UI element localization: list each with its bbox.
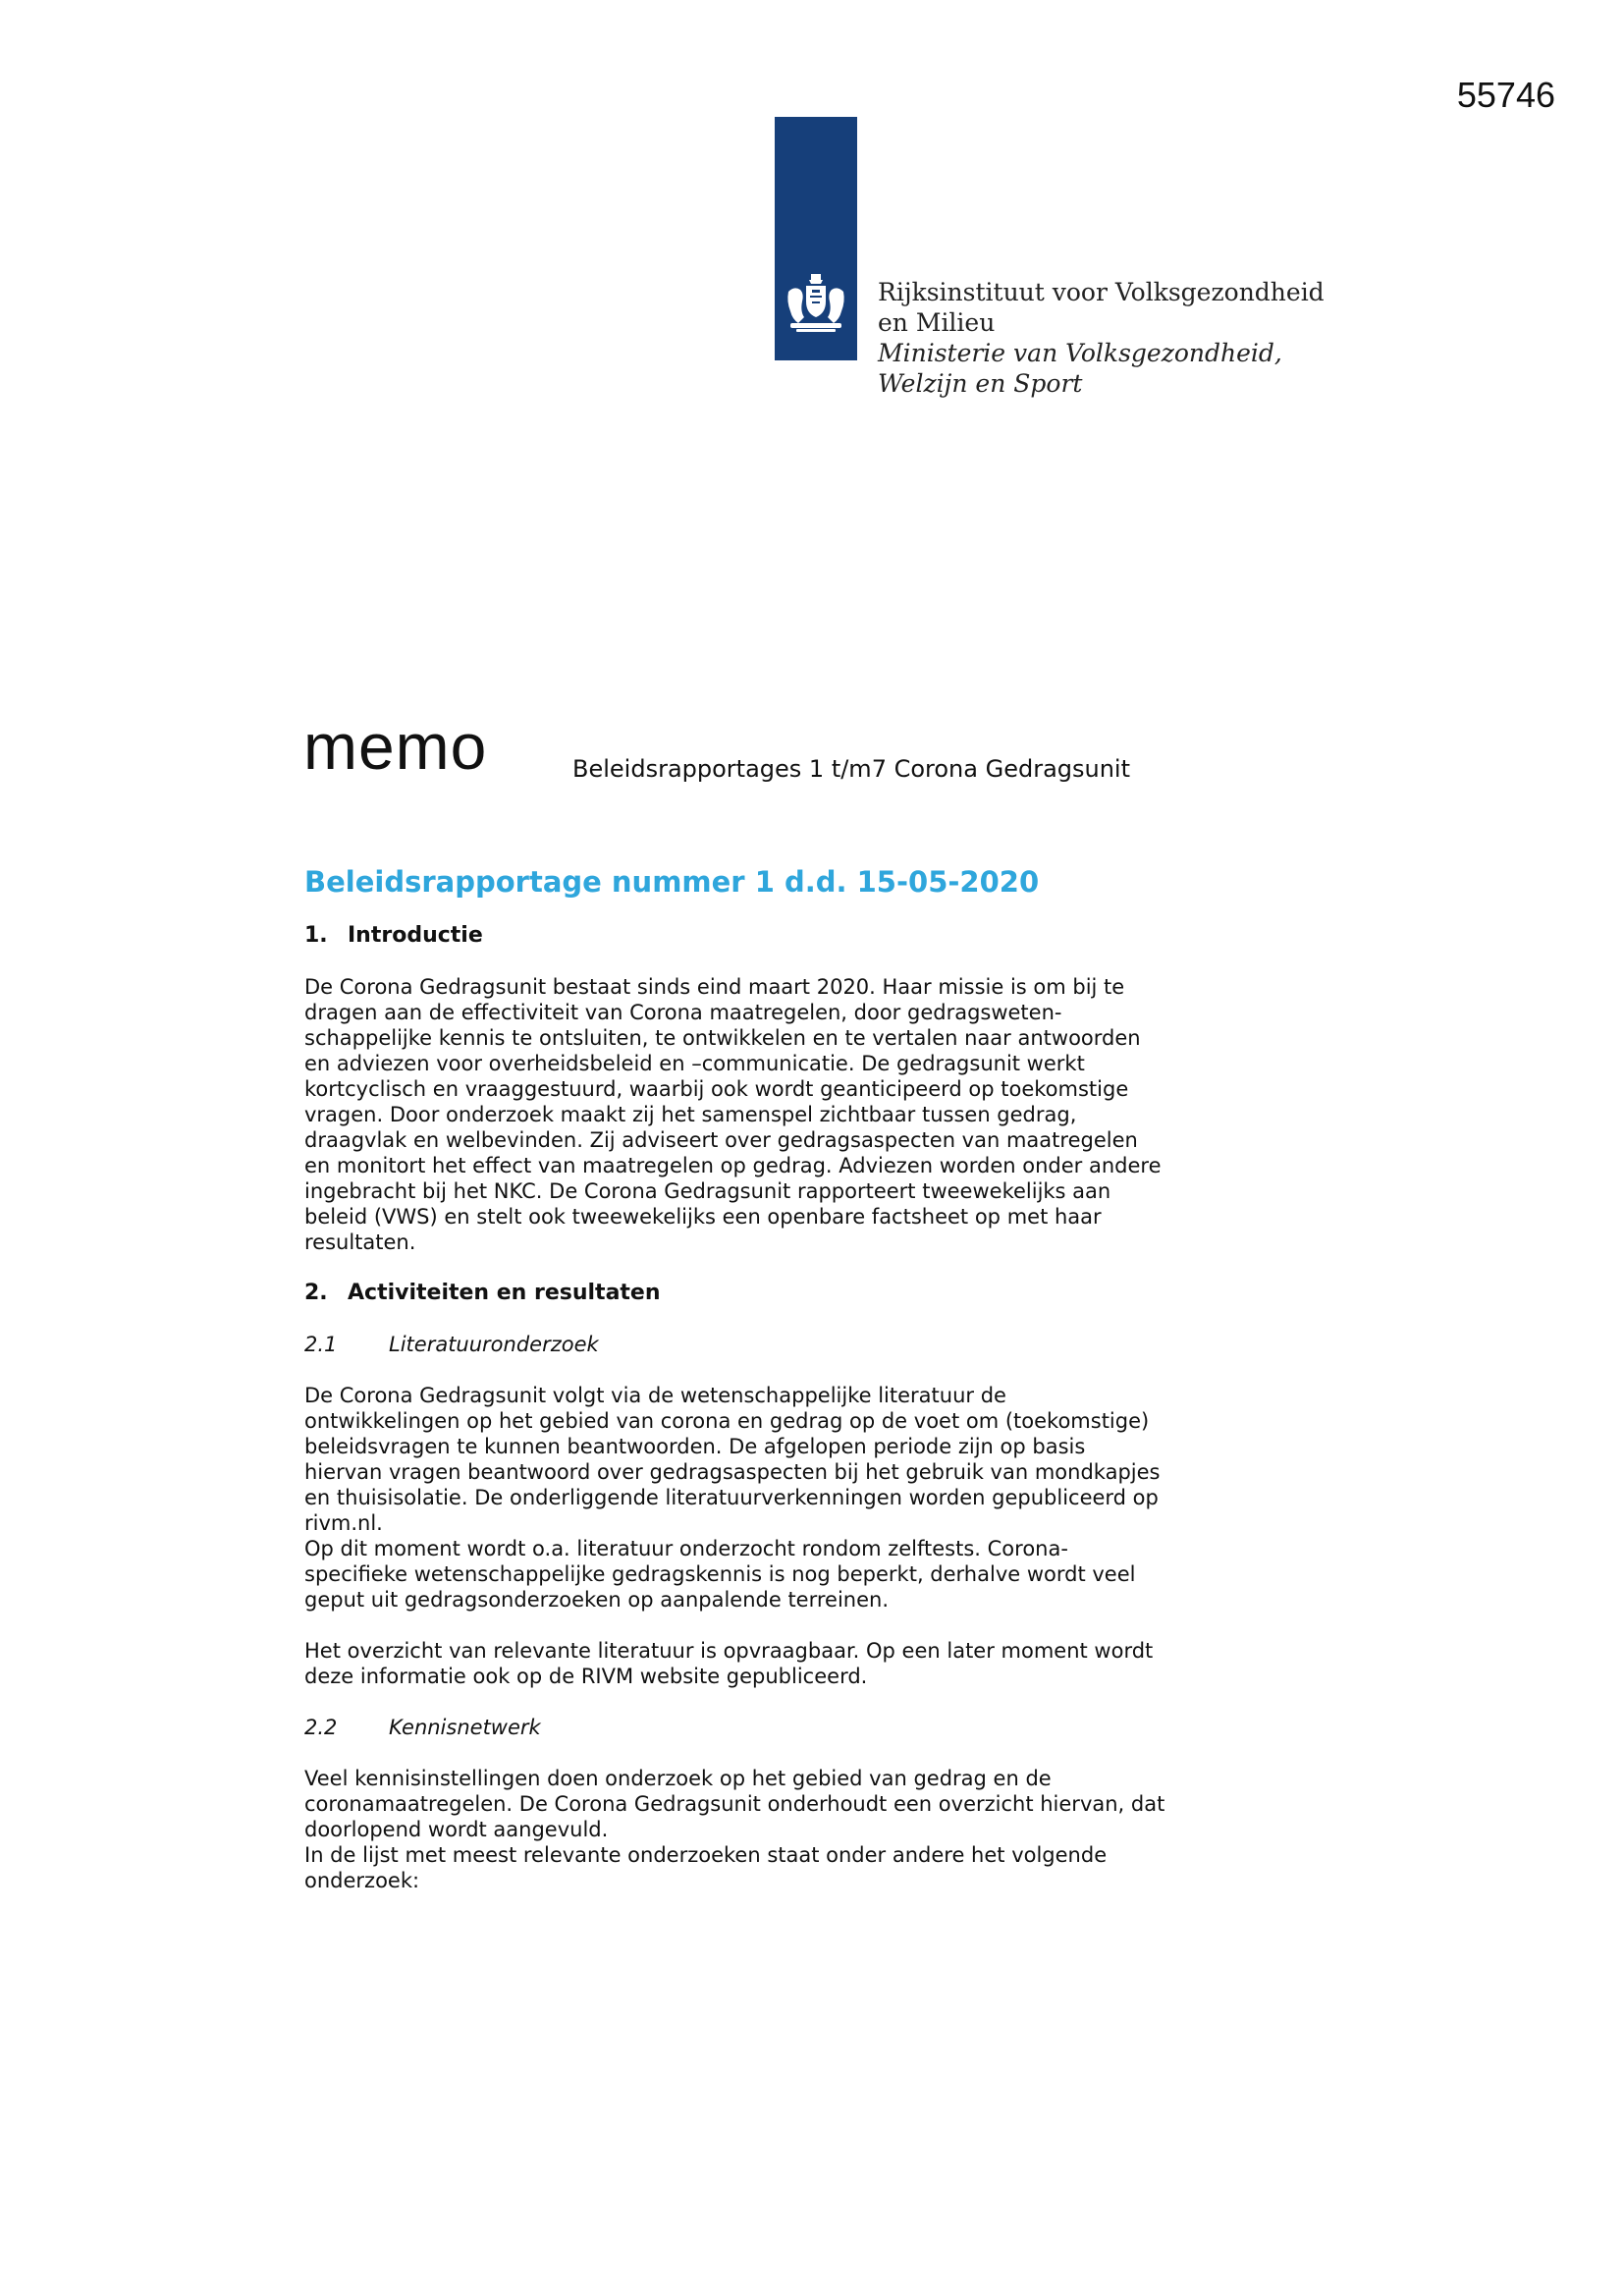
section-activiteiten-heading	[304, 1281, 1208, 1306]
subsection-title: Literatuuronderzoek	[389, 1333, 599, 1356]
rijksoverheid-logo-bar	[775, 117, 857, 360]
text-line: vragen. Door onderzoek maakt zij het samenspel zichtbaar tussen gedrag,	[304, 1103, 1077, 1126]
text-line: onderzoek:	[304, 1869, 420, 1892]
text-line: De Corona Gedragsunit volgt via de wetenschappelijke literatuur de	[304, 1384, 1006, 1407]
subsection-literatuuronderzoek-heading	[304, 1332, 1208, 1357]
text-line: rivm.nl.	[304, 1511, 383, 1535]
text-line: kortcyclisch en vraaggestuurd, waarbij ook wordt geanticipeerd op toekomstige	[304, 1077, 1129, 1101]
subsection-kennisnetwerk-heading	[304, 1715, 1208, 1740]
section-title: Activiteiten en resultaten	[348, 1281, 661, 1305]
text-line: In de lijst met meest relevante onderzoeken staat onder andere het volgende	[304, 1843, 1108, 1867]
network-paragraph-2	[304, 1842, 1208, 1893]
text-line: dragen aan de effectiviteit van Corona maatregelen, door gedragsweten-	[304, 1001, 1062, 1024]
memo-subject: Beleidsrapportages 1 t/m7 Corona Gedragsunit	[572, 755, 1131, 783]
text-line: en monitort het effect van maatregelen op gedrag. Adviezen worden onder andere	[304, 1154, 1162, 1177]
section-title: Introductie	[348, 923, 483, 948]
section-introductie-heading	[304, 923, 1208, 949]
text-line: ontwikkelingen op het gebied van corona en gedrag op de voet om (toekomstige)	[304, 1409, 1150, 1433]
report-title: Beleidsrapportage nummer 1 d.d. 15-05-2020	[304, 865, 1040, 899]
text-line: hiervan vragen beantwoord over gedragsaspecten bij het gebruik van mondkapjes	[304, 1460, 1161, 1484]
text-line: doorlopend wordt aangevuld.	[304, 1818, 609, 1841]
text-line: resultaten.	[304, 1230, 416, 1254]
org-line-1: Rijksinstituut voor Volksgezondheid	[878, 278, 1325, 306]
text-line: draagvlak en welbevinden. Zij adviseert over gedragsaspecten van maatregelen	[304, 1128, 1138, 1152]
text-line: schappelijke kennis te ontsluiten, te ontwikkelen en te vertalen naar antwoorden	[304, 1026, 1141, 1050]
text-line: en thuisisolatie. De onderliggende literatuurverkenningen worden gepubliceerd op	[304, 1486, 1159, 1509]
text-line: beleidsvragen te kunnen beantwoorden. De afgelopen periode zijn op basis	[304, 1435, 1086, 1458]
intro-paragraph	[304, 974, 1208, 1255]
text-line: coronamaatregelen. De Corona Gedragsunit onderhoudt een overzicht hiervan, dat	[304, 1792, 1165, 1816]
text-line: deze informatie ook op de RIVM website gepubliceerd.	[304, 1665, 868, 1688]
text-line: Veel kennisinstellingen doen onderzoek op het gebied van gedrag en de	[304, 1767, 1052, 1790]
text-line: en adviezen voor overheidsbeleid en –communicatie. De gedragsunit werkt	[304, 1052, 1085, 1075]
text-line: specifieke wetenschappelijke gedragskennis is nog beperkt, derhalve wordt veel	[304, 1562, 1136, 1586]
subsection-number: 2.2	[304, 1716, 338, 1739]
memo-label: memo	[303, 710, 488, 783]
text-line: De Corona Gedragsunit bestaat sinds eind maart 2020. Haar missie is om bij te	[304, 975, 1125, 999]
section-number: 1.	[304, 923, 328, 948]
text-line: Het overzicht van relevante literatuur is opvraagbaar. Op een later moment wordt	[304, 1639, 1154, 1663]
subsection-title: Kennisnetwerk	[389, 1716, 541, 1739]
text-line: ingebracht bij het NKC. De Corona Gedragsunit rapporteert tweewekelijks aan	[304, 1179, 1111, 1203]
org-line-2: en Milieu	[878, 308, 996, 337]
literature-paragraph-3	[304, 1638, 1208, 1689]
subsection-number: 2.1	[304, 1333, 338, 1356]
network-paragraph-1	[304, 1766, 1208, 1842]
coat-of-arms-icon	[783, 270, 849, 337]
text-line: geput uit gedragsonderzoeken op aanpalende terreinen.	[304, 1588, 890, 1612]
ministry-line-1: Ministerie van Volksgezondheid,	[878, 339, 1282, 367]
literature-paragraph-2	[304, 1536, 1208, 1613]
organization-name	[878, 277, 1325, 399]
document-number: 55746	[1456, 75, 1555, 115]
ministry-line-2: Welzijn en Sport	[878, 369, 1083, 398]
text-line: beleid (VWS) en stelt ook tweewekelijks een openbare factsheet op met haar	[304, 1205, 1102, 1229]
literature-paragraph-1	[304, 1383, 1208, 1536]
section-number: 2.	[304, 1281, 328, 1305]
text-line: Op dit moment wordt o.a. literatuur onderzocht rondom zelftests. Corona-	[304, 1537, 1068, 1560]
memo-body	[304, 864, 1208, 1919]
